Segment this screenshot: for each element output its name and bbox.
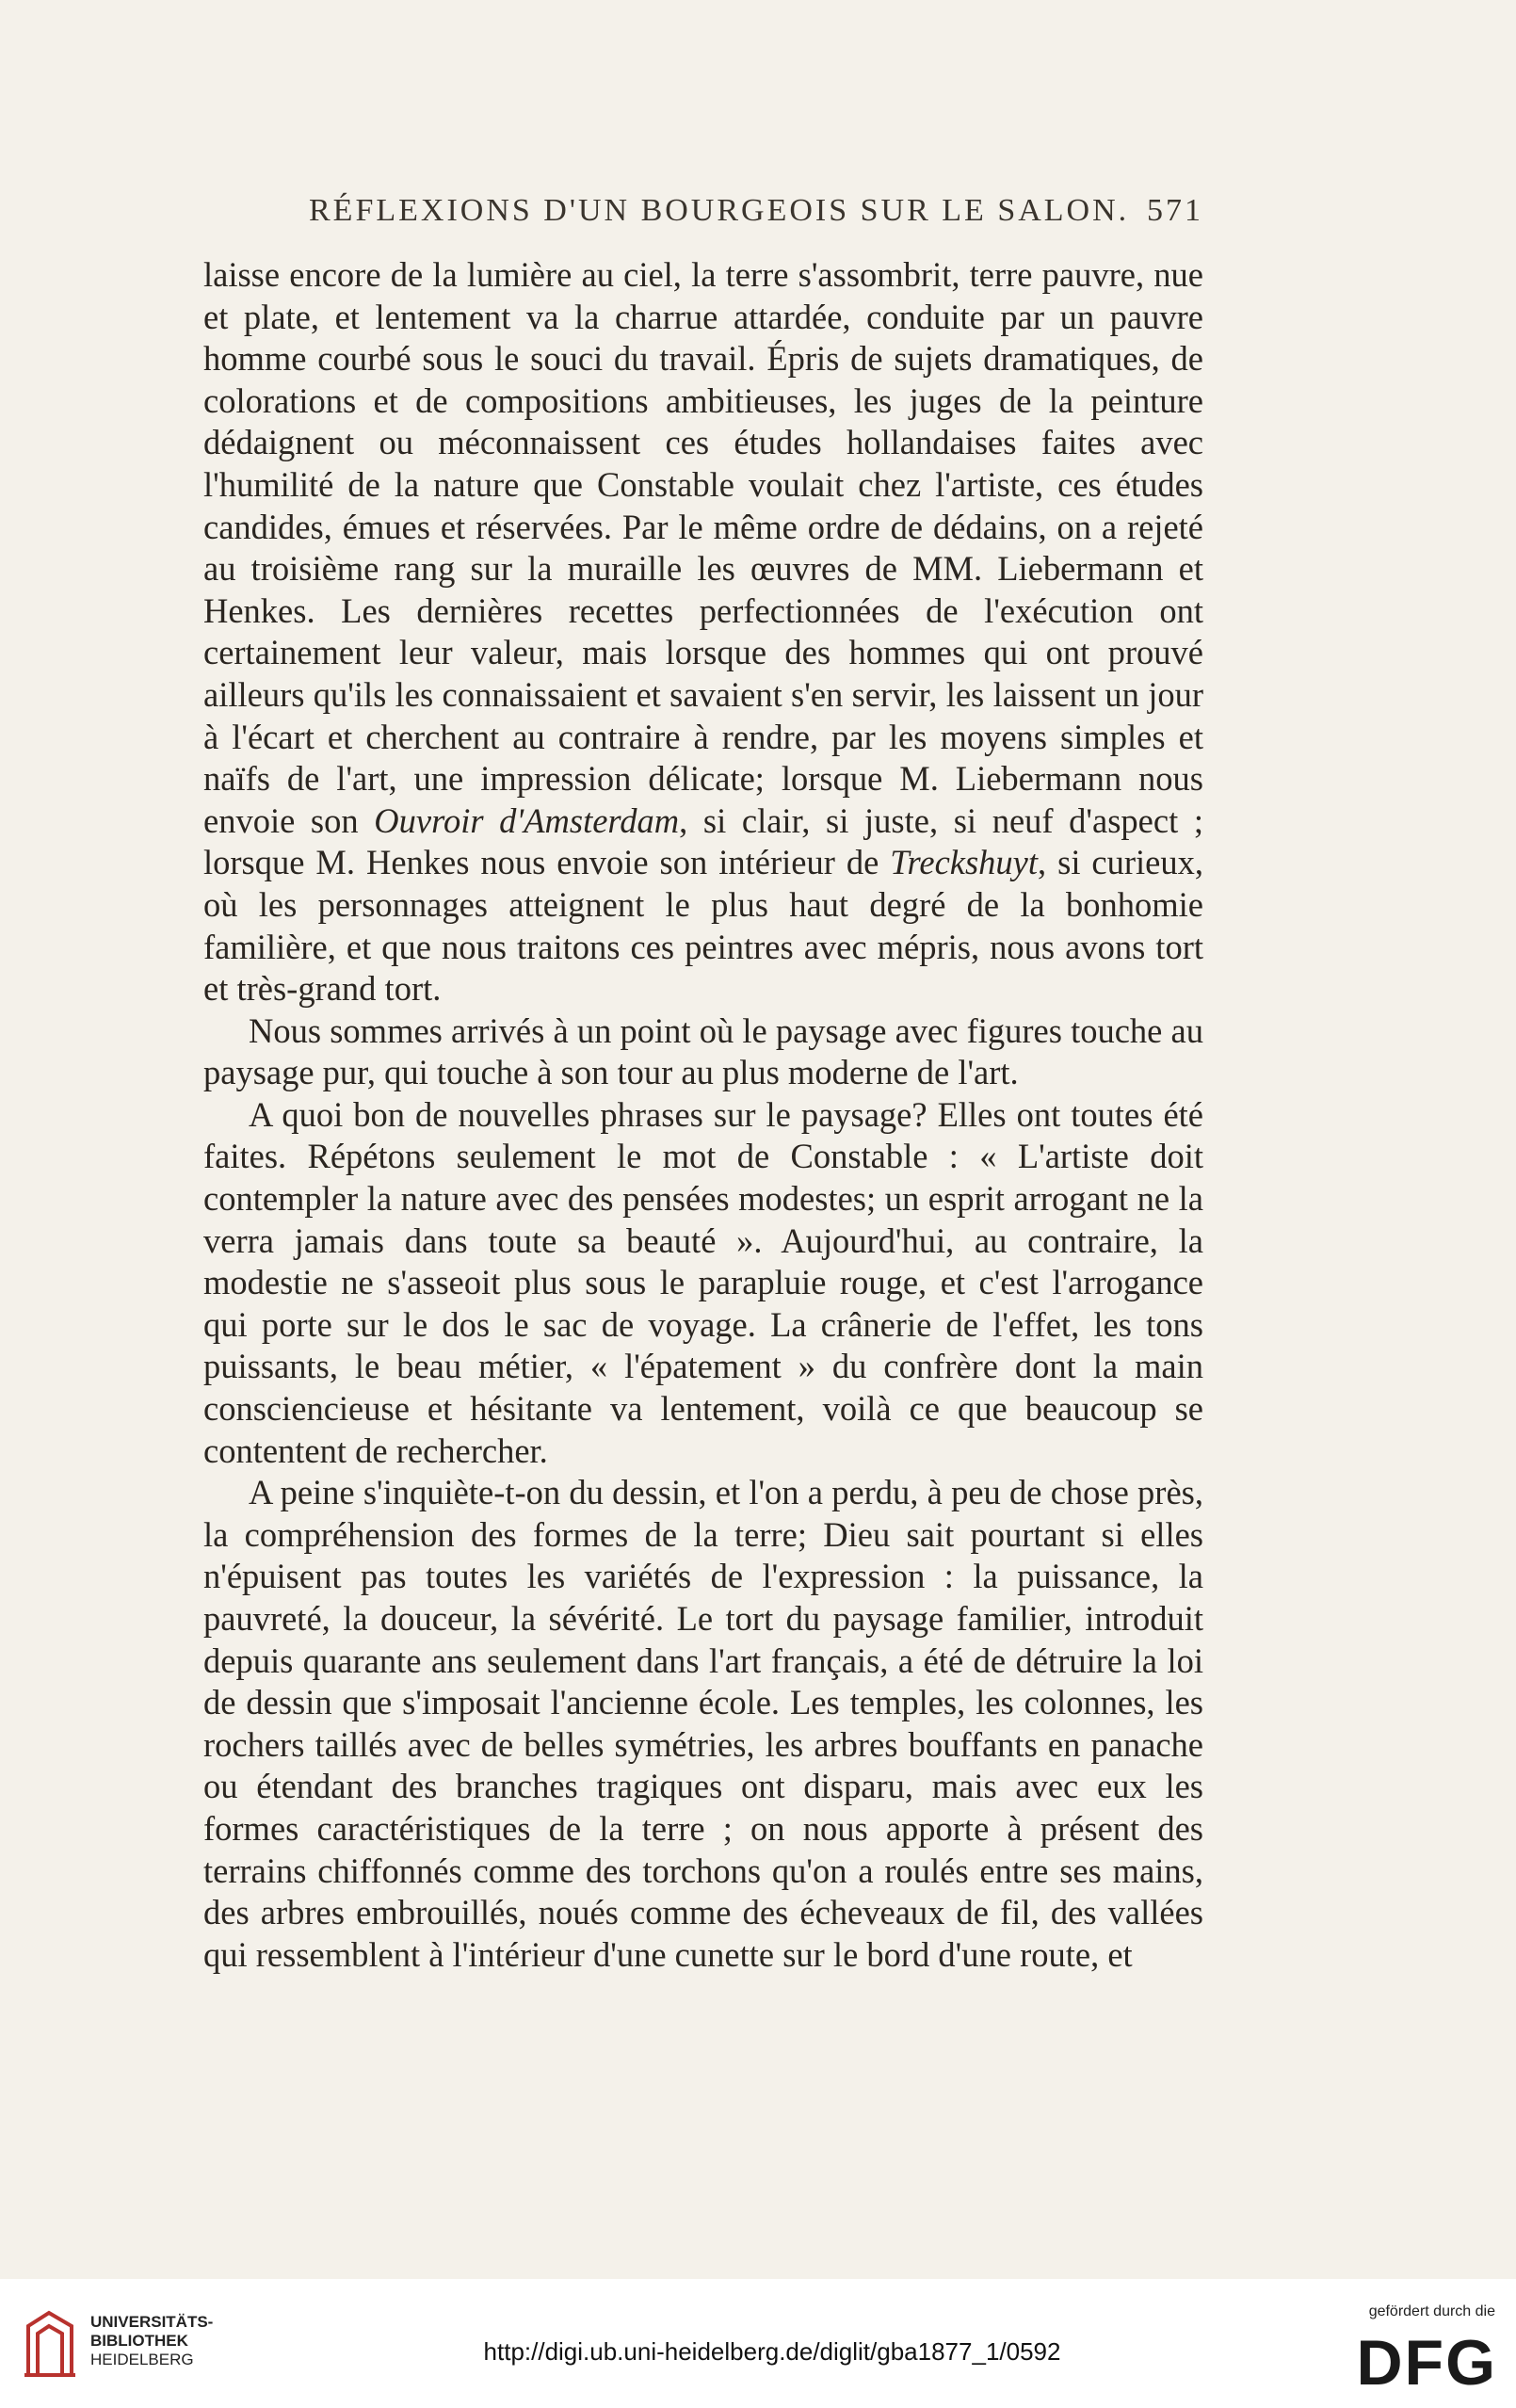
paragraph-text: laisse encore de la lumière au ciel, la terre s'assombrit, terre pauvre, nue et plate, et lentement va la charrue attardée, conduite par un pauvre homme courbé sous le souci du travail. Épris de sujets dramatiques, de colorations et de compositions ambitieuses, les juges de la peinture dédaignent ou méconnaissent ces études hollandaises faites avec l'humilité de la nature que Constable voulait chez l'artiste, ces études candides, émues et réservées. Par le même ordre de dédains, on a rejeté au troisième rang sur la muraille les œuvres de MM. Liebermann et Henkes. Les dernières recettes perfectionnées de l'exécution ont certainement leur valeur, mais lorsque des hommes qui ont prouvé ailleurs qu'ils les connaissaient et savaient s'en servir, les laissent un jour à l'écart et cherchent au contraire à rendre, par les moyens simples et naïfs de l'art, une impression délicate; lorsque M. Liebermann nous envoie son [203,255,1203,840]
artwork-title: Treckshuyt [890,843,1039,882]
university-library-logo-icon [21,2307,79,2383]
permalink[interactable]: http://digi.ub.uni-heidelberg.de/diglit/gba1877_1/0592 [483,2337,1061,2366]
paragraph-text: A quoi bon de nouvelles phrases sur le paysage? Elles ont toutes été faites. Répétons seulement le mot de Constable : « L'artiste doit contempler la nature avec des pensées modestes; un esprit arrogant ne la verra jamais dans toute sa beauté ». Aujourd'hui, au contraire, la modestie ne s'asseoit plus sous le parapluie rouge, et c'est l'arrogance qui porte sur le dos le sac de voyage. La crânerie de l'effet, les tons puissants, le beau métier, « l'épatement » du confrère dont la main consciencieuse et hésitante va lentement, voilà ce que beaucoup se contentent de rechercher. [203,1094,1203,1470]
library-name-line-2: BIBLIOTHEK [90,2332,188,2350]
running-header [205,193,1203,229]
library-name-line-3: HEIDELBERG [90,2351,194,2368]
library-name [90,2313,213,2369]
paragraph [203,1010,1203,1094]
paragraph [203,1094,1203,1472]
footer-bar [0,2279,1516,2408]
funded-by-label: gefördert durch die [1368,2303,1495,2319]
dfg-logo: DFG [1356,2327,1497,2399]
paragraph-text: , si clair, si juste, si neuf d'aspect ; lorsque M. Henkes nous envoie son intérieur de [203,800,1203,882]
paragraph-text: , si curieux, où les personnages atteignent le plus haut degré de la bonhomie familière, et que nous traitons ces peintres avec mépris, nous avons tort et très-grand tort. [203,843,1203,1009]
paragraph-text: Nous sommes arrivés à un point où le paysage avec figures touche au paysage pur, qui touche à son tour au plus moderne de l'art. [203,1010,1203,1092]
paragraph [203,1472,1203,1976]
artwork-title: Ouvroir d'Amsterdam [374,800,680,840]
paragraph [203,254,1203,1010]
running-title: RÉFLEXIONS D'UN BOURGEOIS SUR LE SALON. [309,193,1130,228]
article-body [203,254,1203,1976]
page-number: 571 [1147,193,1203,228]
paragraph-text: A peine s'inquiète-t-on du dessin, et l'on a perdu, à peu de chose près, la compréhension des formes de la terre; Dieu sait pourtant si elles n'épuisent pas toutes les variétés de l'expression : la puissance, la pauvreté, la douceur, la sévérité. Le tort du paysage familier, introduit depuis quarante ans seulement dans l'art français, a été de détruire la loi de dessin que s'imposait l'ancienne école. Les temples, les colonnes, les rochers taillés avec de belles symétries, les arbres bouffants en panache ou étendant des branches tragiques ont disparu, mais avec eux les formes caractéristiques de la terre ; on nous apporte à présent des terrains chiffonnés comme des torchons qu'on a roulés entre ses mains, des arbres embrouillés, noués comme des écheveaux de fil, des vallées qui ressemblent à l'intérieur d'une cunette sur le bord d'une route, et [203,1473,1203,1974]
library-name-line-1: UNIVERSITÄTS- [90,2313,214,2331]
